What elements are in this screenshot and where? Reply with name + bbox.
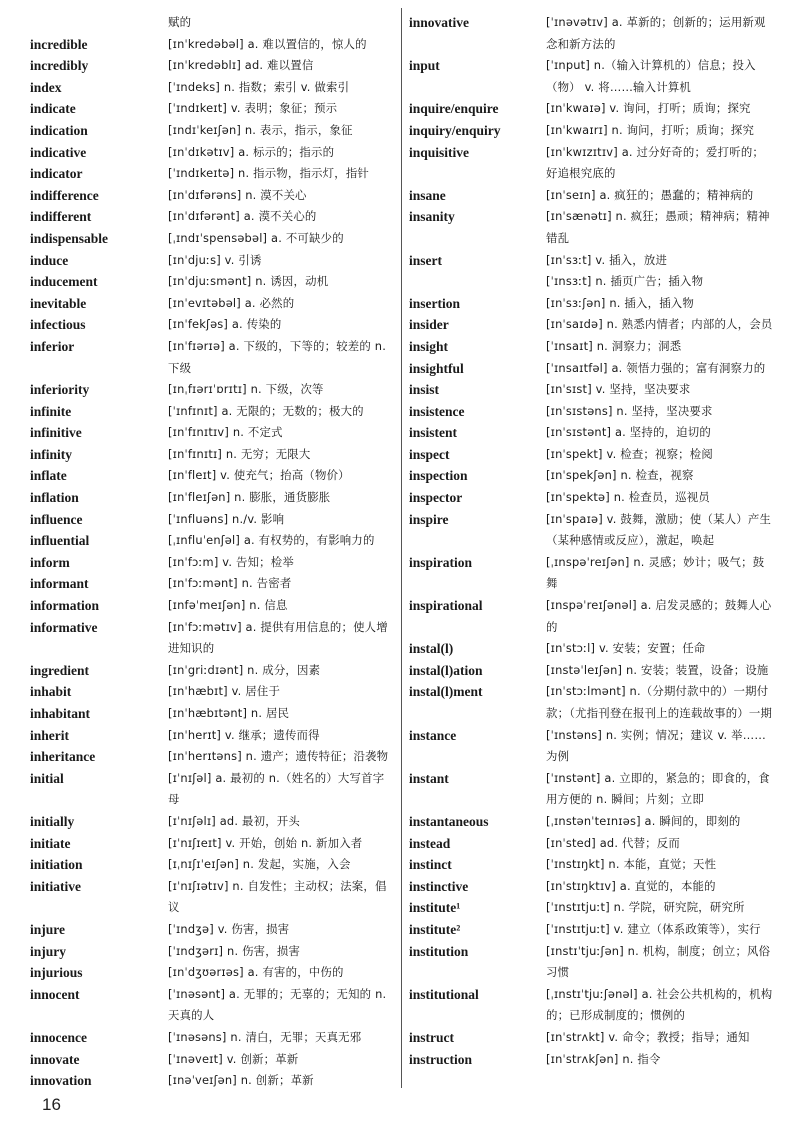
- headword: insane: [409, 187, 446, 203]
- headword: inducement: [30, 274, 98, 290]
- definition: [ɪnˈsɪst] v. 坚持，坚决要求: [546, 382, 691, 397]
- headword: initiate: [30, 835, 71, 851]
- headword: inspection: [409, 468, 468, 484]
- definition: [ɪnˈspektə] n. 检查员，巡视员: [546, 490, 710, 505]
- headword: injury: [30, 943, 67, 959]
- headword: infinite: [30, 403, 72, 419]
- dictionary-entry: [30, 509, 395, 531]
- definition: [ɪnˈspekt] v. 检查；视察；检阅: [546, 446, 713, 461]
- headword: index: [30, 79, 62, 95]
- dictionary-entry: [409, 660, 774, 682]
- headword: instead: [409, 835, 451, 851]
- definition: [ɪnˌfɪərɪˈɒrɪtɪ] n. 下级，次等: [168, 382, 324, 397]
- definition: [ɪnˈfɪnɪtɪv] n. 不定式: [168, 425, 283, 440]
- headword: instal(l): [409, 641, 454, 657]
- dictionary-entry: [30, 206, 395, 228]
- dictionary-entry: [409, 833, 774, 855]
- headword: instance: [409, 727, 457, 743]
- dictionary-entry: [409, 358, 774, 380]
- definition: [ˈɪnsɜːt] n. 插页广告；插入物: [546, 274, 704, 289]
- headword: infinity: [30, 446, 73, 462]
- headword: instruction: [409, 1051, 473, 1067]
- definition: [ɪˈnɪʃɪeɪt] v. 开始，创始 n. 新加入者: [168, 835, 363, 850]
- headword: incredible: [30, 36, 88, 52]
- definition: [ɪnəˈveɪʃən] n. 创新；革新: [168, 1073, 314, 1088]
- definition: [ˈɪndʒərɪ] n. 伤害，损害: [168, 943, 301, 958]
- headword: informant: [30, 576, 89, 592]
- definition: [ˈɪndʒə] v. 伤害，损害: [168, 921, 290, 936]
- dictionary-entry: [30, 77, 395, 99]
- dictionary-entry: [30, 768, 395, 811]
- dictionary-entry: [30, 703, 395, 725]
- dictionary-entry: [409, 401, 774, 423]
- definition: [ɪnˈfleɪʃən] n. 膨胀，通货膨胀: [168, 490, 331, 505]
- definition: [ɪˈnɪʃəl] a. 最初的 n.（姓名的）大写首字母: [168, 770, 385, 807]
- definition: [ˈɪnput] n.（输入计算机的）信息；投入（物） v. 将……输入计算机: [546, 58, 756, 94]
- headword: inform: [30, 554, 70, 570]
- definition: [ɪnˈfɪərɪə] a. 下级的，下等的；较差的 n. 下级: [168, 338, 387, 375]
- dictionary-entry: [30, 617, 395, 660]
- dictionary-entry: [409, 185, 774, 207]
- definition: [ˌɪnstɪˈtjuːʃənəl] a. 社会公共机构的，机构的；已形成制度的；惯例的: [546, 986, 773, 1023]
- headword: innovate: [30, 1051, 80, 1067]
- definition: [ˈɪnəsəns] n. 清白，无罪；天真无邪: [168, 1029, 362, 1044]
- definition: [ɪnˈfekʃəs] a. 传染的: [168, 317, 282, 332]
- definition: [ɪnˈsɪstəns] n. 坚持，坚决要求: [546, 403, 713, 418]
- headword: influence: [30, 511, 83, 527]
- definition: [ɪnstɪˈtjuːʃən] n. 机构，制度；创立；风俗习惯: [546, 943, 771, 980]
- column-divider: [401, 8, 402, 1088]
- headword: institution: [409, 943, 469, 959]
- headword: inspire: [409, 511, 449, 527]
- dictionary-entry: [30, 185, 395, 207]
- headword: insist: [409, 382, 440, 398]
- dictionary-entry: [30, 293, 395, 315]
- dictionary-entry: [409, 120, 774, 142]
- dictionary-entry: [30, 314, 395, 336]
- headword: inferiority: [30, 382, 90, 398]
- headword: influential: [30, 533, 90, 549]
- headword: instruct: [409, 1029, 454, 1045]
- headword: inhabit: [30, 684, 72, 700]
- dictionary-entry: [30, 1049, 395, 1071]
- dictionary-entry: [30, 1070, 395, 1092]
- definition: [ɪnˈstɪŋktɪv] a. 直觉的，本能的: [546, 878, 716, 893]
- definition: [ɪnˈspekʃən] n. 检查，视察: [546, 468, 694, 483]
- dictionary-entry: [409, 1027, 774, 1049]
- headword: instal(l)ation: [409, 662, 483, 678]
- headword: indicate: [30, 101, 76, 117]
- dictionary-entry: [409, 811, 774, 833]
- dictionary-entry: [409, 595, 774, 638]
- definition: [ɪnˈsɜːt] v. 插入，放进: [546, 252, 668, 267]
- dictionary-entry: [30, 595, 395, 617]
- dictionary-entry: [409, 854, 774, 876]
- definition: [ˌɪndɪˈspensəbəl] a. 不可缺少的: [168, 230, 344, 245]
- definition: [ɪnˈkwaɪə] v. 询问，打听；质询；探究: [546, 101, 751, 116]
- definition: [ɪnˈdʒʊərɪəs] a. 有害的，中伤的: [168, 965, 344, 980]
- definition: [ˈɪnsaɪt] n. 洞察力；洞悉: [546, 338, 682, 353]
- definition: [ɪnˈsɜːʃən] n. 插入，插入物: [546, 295, 694, 310]
- headword: inherit: [30, 727, 69, 743]
- headword: initiation: [30, 857, 83, 873]
- headword: insertion: [409, 295, 461, 311]
- headword: indifference: [30, 187, 99, 203]
- dictionary-entry: [30, 34, 395, 56]
- dictionary-entry: [30, 833, 395, 855]
- headword: inspector: [409, 490, 463, 506]
- dictionary-entry: [409, 12, 774, 55]
- dictionary-entry: [30, 228, 395, 250]
- definition: [ˈɪnstəns] n. 实例；情况；建议 v. 举……为例: [546, 727, 766, 764]
- dictionary-entry: [30, 487, 395, 509]
- left-column: [30, 12, 395, 1092]
- dictionary-entry: [30, 876, 395, 919]
- headword: indicative: [30, 144, 87, 160]
- definition: [ɪnˈfleɪt] v. 使充气；抬高（物价）: [168, 468, 350, 483]
- dictionary-entry: [30, 336, 395, 379]
- headword: insanity: [409, 209, 455, 225]
- dictionary-entry: [30, 530, 395, 552]
- definition: [ɪnˈstɔːlmənt] n.（分期付款中的）一期付款；（尤指刊登在报刊上的连载故事的）一期: [546, 684, 773, 720]
- dictionary-entry: [30, 250, 395, 272]
- definition: [ɪnˈdɪkətɪv] a. 标示的；指示的: [168, 144, 335, 159]
- headword: institutional: [409, 986, 479, 1002]
- definition: [ˈɪnstɪŋkt] n. 本能，直觉；天性: [546, 857, 717, 872]
- definition: [ɪnˈstɔːl] v. 安装；安置；任命: [546, 641, 706, 656]
- definition: [ˈɪndɪkeɪtə] n. 指示物，指示灯，指针: [168, 166, 370, 181]
- definition: [ɪnfəˈmeɪʃən] n. 信息: [168, 598, 288, 613]
- headword: innocent: [30, 986, 80, 1002]
- headword: instinctive: [409, 878, 469, 894]
- dictionary-entry: [409, 509, 774, 552]
- definition: [ɪnstəˈleɪʃən] n. 安装；装置，设备；设施: [546, 662, 769, 677]
- definition: [ɪnˈfɔːm] v. 告知；检举: [168, 554, 294, 569]
- dictionary-entry: [409, 897, 774, 919]
- dictionary-entry: [30, 681, 395, 703]
- headword: incredibly: [30, 58, 89, 74]
- definition: [ɪnˈhæbɪtənt] n. 居民: [168, 706, 290, 720]
- definition: 赋的: [168, 15, 192, 29]
- definition: [ˌɪnfluˈenʃəl] a. 有权势的，有影响力的: [168, 533, 375, 548]
- dictionary-entry: [30, 660, 395, 682]
- dictionary-entry: [30, 984, 395, 1027]
- dictionary-entry: [30, 962, 395, 984]
- headword: insert: [409, 252, 442, 268]
- definition: [ɪnˈsænətɪ] n. 疯狂；愚顽；精神病；精神错乱: [546, 209, 770, 245]
- dictionary-entry: [409, 314, 774, 336]
- headword: insightful: [409, 360, 464, 376]
- headword: inquiry/enquiry: [409, 122, 501, 138]
- definition: [ɪnˈstrʌkʃən] n. 指令: [546, 1051, 661, 1066]
- headword: insistence: [409, 403, 465, 419]
- headword: innovative: [409, 15, 470, 30]
- dictionary-entry: [30, 552, 395, 574]
- definition: [ɪnˈkredəbəl] a. 难以置信的，惊人的: [168, 36, 367, 51]
- headword: insistent: [409, 425, 458, 441]
- definition: [ɪnˈdɪfərənt] a. 漠不关心的: [168, 209, 317, 224]
- dictionary-entry: [409, 250, 774, 272]
- dictionary-entry: [30, 163, 395, 185]
- dictionary-entry: [30, 811, 395, 833]
- dictionary-entry: [409, 444, 774, 466]
- definition: [ˈɪnəvətɪv] a. 革新的；创新的；运用新观念和新方法的: [546, 15, 766, 51]
- dictionary-entry: [30, 941, 395, 963]
- definition: [ɪnˈsted] ad. 代替；反而: [546, 835, 680, 850]
- definition: [ɪnˈdjuːs] v. 引诱: [168, 252, 262, 267]
- headword: inflate: [30, 468, 67, 484]
- definition: [ɪnˈhæbɪt] v. 居住于: [168, 684, 281, 699]
- headword: instal(l)ment: [409, 684, 483, 700]
- definition: [ɪndɪˈkeɪʃən] n. 表示，指示，象征: [168, 122, 353, 137]
- dictionary-entry: [409, 98, 774, 120]
- dictionary-entry: [30, 142, 395, 164]
- dictionary-entry: [409, 271, 774, 293]
- definition: [ɪˈnɪʃəlɪ] ad. 最初，开头: [168, 813, 300, 828]
- definition: [ˈɪnstənt] a. 立即的，紧急的；即食的，食用方便的 n. 瞬间；片刻；立即: [546, 770, 770, 807]
- dictionary-entry: [409, 552, 774, 595]
- definition: [ɪnˈstrʌkt] v. 命令；教授；指导；通知: [546, 1029, 750, 1044]
- dictionary-entry: [30, 55, 395, 77]
- dictionary-entry: [30, 444, 395, 466]
- definition: [ˌɪnspəˈreɪʃən] n. 灵感；妙计；吸气；鼓舞: [546, 554, 765, 591]
- right-column: [409, 12, 774, 1070]
- headword: insight: [409, 338, 449, 354]
- headword: institute¹: [409, 900, 461, 916]
- dictionary-entry: [30, 1027, 395, 1049]
- dictionary-entry: [30, 919, 395, 941]
- dictionary-entry: [30, 854, 395, 876]
- headword: infectious: [30, 317, 86, 333]
- definition: [ɪnˈgriːdɪənt] n. 成分，因素: [168, 662, 321, 677]
- dictionary-entry: [409, 422, 774, 444]
- headword: inspiration: [409, 554, 473, 570]
- definition: [ˈɪnfluəns] n./v. 影响: [168, 511, 285, 526]
- definition: [ɪnˈevɪtəbəl] a. 必然的: [168, 295, 295, 310]
- dictionary-entry: [30, 98, 395, 120]
- headword: informative: [30, 619, 98, 635]
- headword: injure: [30, 921, 66, 937]
- definition: [ɪnˈseɪn] a. 疯狂的；愚蠢的；精神病的: [546, 187, 754, 202]
- headword: inquisitive: [409, 144, 470, 160]
- dictionary-entry: [30, 12, 395, 34]
- headword: initiative: [30, 878, 81, 894]
- definition: [ɪˈnɪʃɪətɪv] n. 自发性；主动权；法案，倡议: [168, 878, 387, 915]
- dictionary-entry: [30, 401, 395, 423]
- headword: injurious: [30, 965, 83, 981]
- definition: [ɪnˈherɪtəns] n. 遗产；遗传特征；沿袭物: [168, 749, 389, 764]
- definition: [ɪnˈdɪfərəns] n. 漠不关心: [168, 187, 307, 202]
- definition: [ˈɪnstɪtjuːt] v. 建立（体系政策等），实行: [546, 921, 761, 936]
- definition: [ɪˌnɪʃɪˈeɪʃən] n. 发起，实施，入会: [168, 857, 351, 872]
- headword: inspect: [409, 446, 450, 462]
- headword: indispensable: [30, 230, 109, 246]
- definition: [ɪnˈsaɪdə] n. 熟悉内情者；内部的人，会员: [546, 317, 773, 332]
- dictionary-entry: [409, 55, 774, 98]
- dictionary-entry: [409, 379, 774, 401]
- definition: [ˈɪnfɪnɪt] a. 无限的；无数的；极大的: [168, 403, 364, 418]
- headword: instinct: [409, 857, 452, 873]
- headword: insider: [409, 317, 449, 333]
- headword: inflation: [30, 490, 79, 506]
- dictionary-entry: [30, 573, 395, 595]
- dictionary-entry: [409, 293, 774, 315]
- headword: inferior: [30, 338, 75, 354]
- dictionary-entry: [30, 422, 395, 444]
- definition: [ˌɪnstənˈteɪnɪəs] a. 瞬间的，即刻的: [546, 813, 741, 828]
- definition: [ˈɪnəveɪt] v. 创新；革新: [168, 1051, 299, 1066]
- definition: [ɪnspəˈreɪʃənəl] a. 启发灵感的；鼓舞人心的: [546, 598, 772, 634]
- headword: indication: [30, 122, 88, 138]
- headword: indicator: [30, 166, 83, 182]
- headword: inheritance: [30, 749, 96, 765]
- dictionary-entry: [30, 725, 395, 747]
- dictionary-entry: [409, 768, 774, 811]
- headword: instant: [409, 770, 449, 786]
- headword: infinitive: [30, 425, 82, 441]
- dictionary-entry: [409, 336, 774, 358]
- headword: institute²: [409, 921, 461, 937]
- definition: [ɪnˈdjuːsmənt] n. 诱因，动机: [168, 274, 329, 289]
- headword: instantaneous: [409, 813, 489, 829]
- dictionary-entry: [30, 271, 395, 293]
- headword: induce: [30, 252, 69, 268]
- page-number: 16: [42, 1095, 61, 1114]
- headword: initial: [30, 770, 64, 786]
- definition: [ɪnˈfɪnɪtɪ] n. 无穷；无限大: [168, 446, 311, 461]
- headword: innocence: [30, 1029, 87, 1045]
- definition: [ˈɪnsaɪtfəl] a. 领悟力强的；富有洞察力的: [546, 360, 766, 375]
- definition: [ˈɪndɪkeɪt] v. 表明；象征；预示: [168, 101, 338, 116]
- dictionary-entry: [30, 746, 395, 768]
- headword: inspirational: [409, 598, 483, 614]
- headword: inquire/enquire: [409, 101, 499, 117]
- dictionary-entry: [30, 379, 395, 401]
- dictionary-entry: [30, 120, 395, 142]
- definition: [ɪnˈkredəblɪ] ad. 难以置信: [168, 58, 314, 73]
- dictionary-entry: [409, 1049, 774, 1071]
- dictionary-entry: [30, 465, 395, 487]
- dictionary-entry: [409, 984, 774, 1027]
- definition: [ɪnˈsɪstənt] a. 坚持的，迫切的: [546, 425, 711, 440]
- dictionary-entry: [409, 725, 774, 768]
- headword: initially: [30, 813, 75, 829]
- headword: ingredient: [30, 662, 90, 678]
- dictionary-entry: [409, 919, 774, 941]
- definition: [ɪnˈkwaɪrɪ] n. 询问，打听；质询；探究: [546, 122, 755, 137]
- headword: input: [409, 58, 440, 74]
- headword: indifferent: [30, 209, 92, 225]
- definition: [ɪnˈkwɪzɪtɪv] a. 过分好奇的；爱打听的；好追根究底的: [546, 144, 765, 181]
- headword: inevitable: [30, 295, 87, 311]
- definition: [ɪnˈherɪt] v. 继承；遗传而得: [168, 727, 320, 742]
- definition: [ɪnˈspaɪə] v. 鼓舞，激励；使（某人）产生（某种感情或反应），激起，唤起: [546, 511, 772, 548]
- dictionary-entry: [409, 206, 774, 249]
- dictionary-entry: [409, 487, 774, 509]
- dictionary-entry: [409, 142, 774, 185]
- definition: [ˈɪnstɪtjuːt] n. 学院，研究院，研究所: [546, 900, 745, 915]
- definition: [ˈɪndeks] n. 指数；索引 v. 做索引: [168, 79, 350, 94]
- headword: inhabitant: [30, 706, 91, 721]
- dictionary-entry: [409, 638, 774, 660]
- definition: [ɪnˈfɔːmətɪv] a. 提供有用信息的；使人增进知识的: [168, 619, 388, 656]
- dictionary-entry: [409, 681, 774, 724]
- headword: innovation: [30, 1073, 92, 1089]
- definition: [ɪnˈfɔːmənt] n. 告密者: [168, 576, 292, 591]
- definition: [ˈɪnəsənt] a. 无罪的；无辜的；无知的 n. 天真的人: [168, 986, 387, 1023]
- dictionary-entry: [409, 876, 774, 898]
- dictionary-entry: [409, 941, 774, 984]
- dictionary-entry: [409, 465, 774, 487]
- headword: information: [30, 598, 99, 614]
